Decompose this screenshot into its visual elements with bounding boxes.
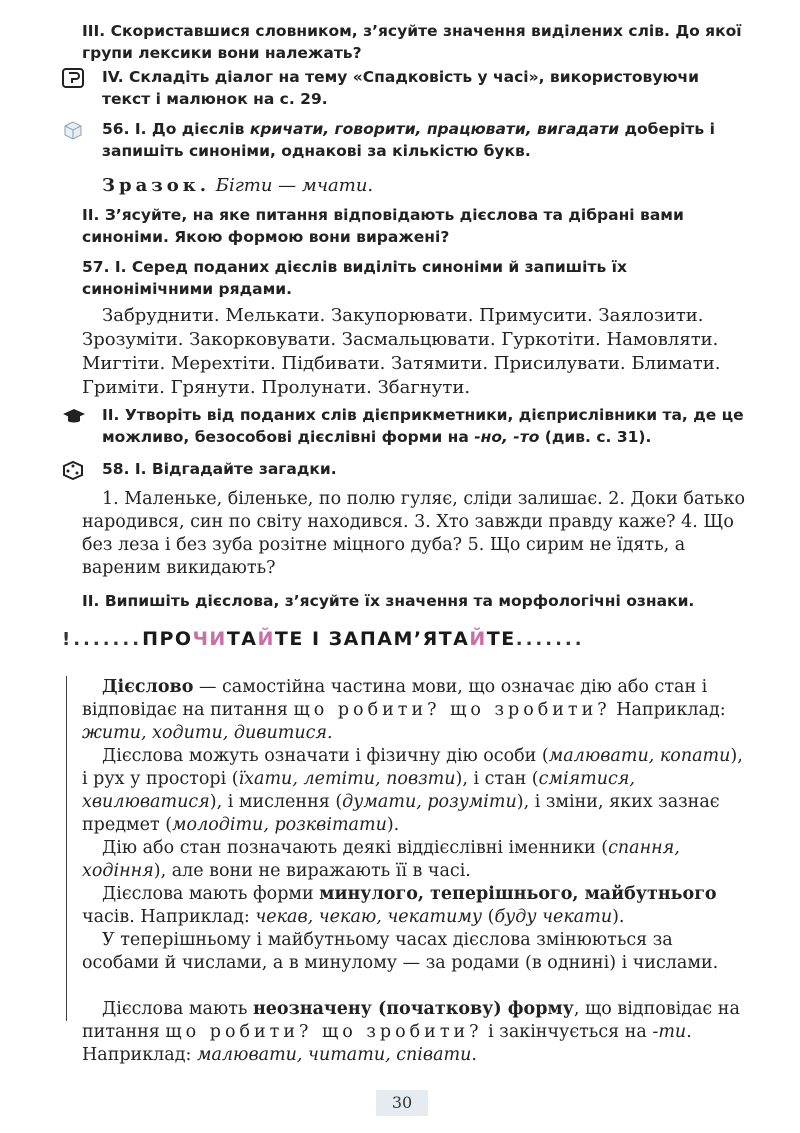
task-iv: IV. Складіть діалог на тему «Спадковість у часі», використовуючи текст і малюнок на с. 29. xyxy=(102,68,700,108)
rule-paragraph-6: Дієслова мають неозначену (початкову) форму, що відповідає на питання що робити? що зробити? і закінчується на -ти. Наприклад: малювати, читати, співати. xyxy=(82,999,740,1065)
exercise-57: 57. І. Серед поданих дієслів виділіть синоніми й запишіть їх синонімічними рядами. xyxy=(82,258,627,298)
exercise-56-ii: II. З’ясуйте, на яке питання відповідають дієслова та дібрані вами синоніми. Якою формою вони виражені? xyxy=(82,206,684,246)
dice-icon xyxy=(62,460,84,480)
dialog-icon xyxy=(62,68,84,88)
sample: Зразок. Бігти — мчати. xyxy=(102,175,374,196)
graduation-cap-icon xyxy=(62,406,84,426)
rule-sidebar-line xyxy=(66,676,67,1021)
rule-paragraph-4: Дієслова мають форми минулого, теперішнього, майбутнього часів. Наприклад: чекав, чекаю, чекатиму (буду чекати). xyxy=(82,884,717,927)
rule-paragraph-5: У теперішньому і майбутньому часах дієслова змінюються за особами й числами, а в минулому — за родами (в однині) і числами. xyxy=(82,930,719,973)
verb-list: кричати, говорити, працювати, вигадати xyxy=(249,120,620,138)
exercise-58-ii: II. Випишіть дієслова, з’ясуйте їх значення та морфологічні ознаки. xyxy=(82,592,695,610)
cube-icon xyxy=(62,120,84,140)
section-header: !.......ПРОЧИТАЙТЕ І ЗАПАМ’ЯТАЙТЕ....... xyxy=(62,628,585,650)
task-iii: III. Скориставшися словником, з’ясуйте значення виділених слів. До якої групи лексики вони належать? xyxy=(82,22,742,62)
page-number: 30 xyxy=(376,1090,428,1116)
exercise-57-ii: II. Утворіть від поданих слів дієприкметники, дієприслівники та, де це можливо, безособові дієслівні форми на -но, -то (див. с. 31). xyxy=(102,406,744,446)
riddles: 1. Маленьке, біленьке, по полю гуляє, сліди залишає. 2. Доки батько народився, син по світу находився. 3. Хто завжди правду каже? 4. Що без леза і без зуба розітне міцного дуба? 5. Що сирим не їдять, а вареним викидають? xyxy=(82,489,746,578)
exercise-58: 58. І. Відгадайте загадки. xyxy=(102,460,337,478)
rule-paragraph-3: Дію або стан позначають деякі віддієслівні іменники (спання, ходіння), але вони не виражають її в часі. xyxy=(82,838,680,881)
rule-paragraph-2: Дієслова можуть означати і фізичну дію особи (малювати, копати), і рух у просторі (їхати, летіти, повзти), і стан (сміятися, хвилюватися), і мислення (думати, розуміти), і зміни, яких зазнає предмет (молодіти, розквітати). xyxy=(82,746,743,835)
exercise-number: 56. xyxy=(102,120,130,138)
rule-paragraph-1: Дієслово — самостійна частина мови, що означає дію або стан і відповідає на питання що робити? що зробити? Наприклад: жити, ходити, дивитися. xyxy=(82,677,726,743)
word-list: Забруднити. Мелькати. Закупорювати. Примусити. Заялозити. Зрозуміти. Закорковувати. Засмальцювати. Гуркотіти. Намовляти. Мигтіти. Мерехтіти. Підбивати. Затямити. Присилувати. Блимати. Гриміти. Грянути. Пролунати. Збагнути. xyxy=(82,305,721,398)
exercise-56: 56. І. До дієслів кричати, говорити, працювати, вигадати доберіть і запишіть синоніми, однакові за кількістю букв. xyxy=(102,120,715,160)
